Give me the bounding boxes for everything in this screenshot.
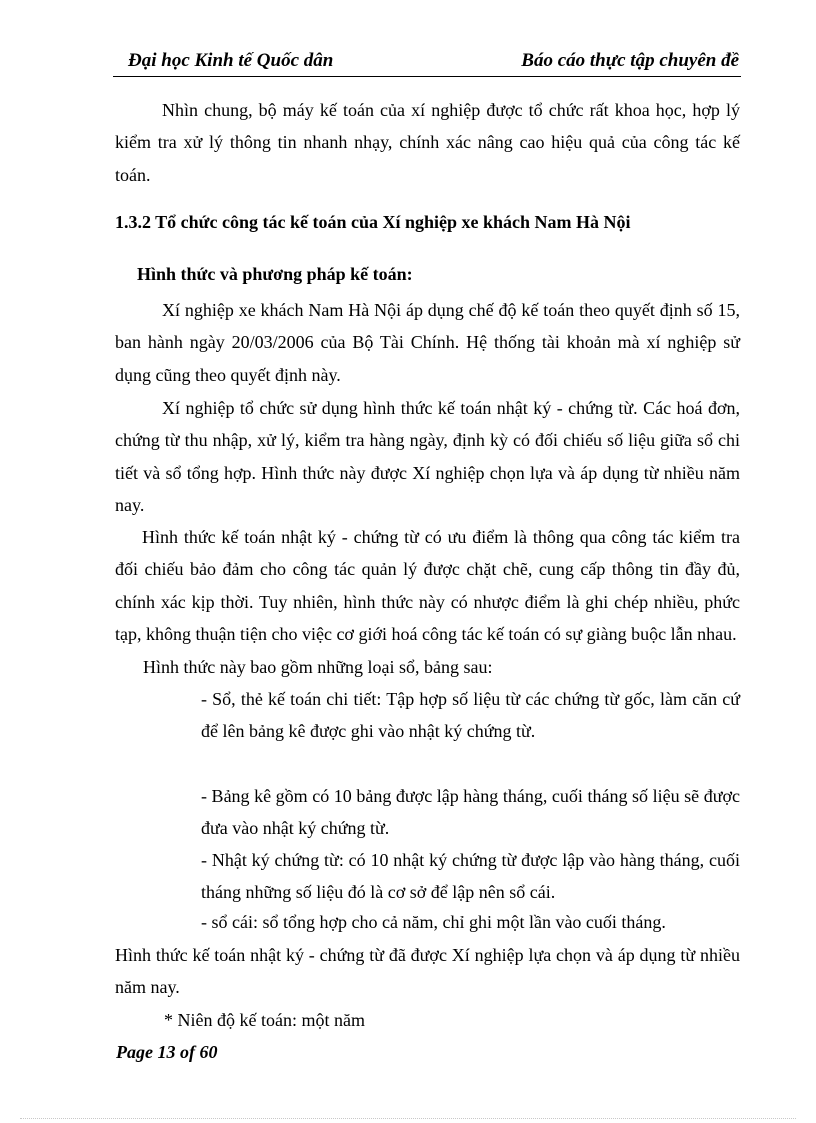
paragraph-summary: Nhìn chung, bộ máy kế toán của xí nghiệp được tổ chức rất khoa học, hợp lý kiểm tra xử lý thông tin nhanh nhạy, chính xác nâng cao hiệu quả của công tác kế toán. xyxy=(115,100,740,185)
page-bottom-border xyxy=(20,1118,796,1119)
list-item: - sổ cái: sổ tổng hợp cho cả năm, chỉ ghi một lần vào cuối tháng. xyxy=(201,912,666,932)
paragraph-fiscal-year: * Niên độ kế toán: một năm xyxy=(164,1010,365,1030)
paragraph-conclusion: Hình thức kế toán nhật ký - chứng từ đã được Xí nghiệp lựa chọn và áp dụng từ nhiều năm nay. xyxy=(115,945,740,998)
header-university: Đại học Kinh tế Quốc dân xyxy=(128,50,334,71)
header-report-title: Báo cáo thực tập chuyên đề xyxy=(521,50,739,71)
page-number: Page 13 of 60 xyxy=(116,1042,218,1062)
section-heading: 1.3.2 Tổ chức công tác kế toán của Xí nghiệp xe khách Nam Hà Nội xyxy=(115,212,631,232)
paragraph-regulation: Xí nghiệp xe khách Nam Hà Nội áp dụng chế độ kế toán theo quyết định số 15, ban hành ngày 20/03/2006 của Bộ Tài Chính. Hệ thống tài khoản mà xí nghiệp sử dụng cũng theo quyết định này. xyxy=(115,300,740,385)
paragraph-journal-form: Xí nghiệp tổ chức sử dụng hình thức kế toán nhật ký - chứng từ. Các hoá đơn, chứng từ thu nhập, xử lý, kiểm tra hàng ngày, định kỳ có đối chiếu số liệu giữa sổ chi tiết và sổ tổng hợp. Hình thức này được Xí nghiệp chọn lựa và áp dụng từ nhiều năm nay. xyxy=(115,398,740,516)
header-divider xyxy=(113,76,741,77)
subheading: Hình thức và phương pháp kế toán: xyxy=(137,264,413,284)
paragraph-books-intro: Hình thức này bao gồm những loại sổ, bảng sau: xyxy=(143,657,493,677)
list-item: - Bảng kê gồm có 10 bảng được lập hàng tháng, cuối tháng số liệu sẽ được đưa vào nhật ký chứng từ. xyxy=(201,786,740,839)
paragraph-pros-cons: Hình thức kế toán nhật ký - chứng từ có ưu điểm là thông qua công tác kiểm tra đối chiếu bảo đảm cho công tác quản lý được chặt chẽ, cung cấp thông tin đầy đủ, chính xác kịp thời. Tuy nhiên, hình thức này có nhược điểm là ghi chép nhiều, phức tạp, không thuận tiện cho việc cơ giới hoá công tác kế toán có sự giàng buộc lẫn nhau. xyxy=(115,527,740,645)
list-item: - Sổ, thẻ kế toán chi tiết: Tập hợp số liệu từ các chứng từ gốc, làm căn cứ để lên bảng kê được ghi vào nhật ký chứng từ. xyxy=(201,689,740,742)
page-header xyxy=(113,50,739,76)
list-item: - Nhật ký chứng từ: có 10 nhật ký chứng từ được lập vào hàng tháng, cuối tháng những số liệu đó là cơ sở để lập nên sổ cái. xyxy=(201,850,740,903)
